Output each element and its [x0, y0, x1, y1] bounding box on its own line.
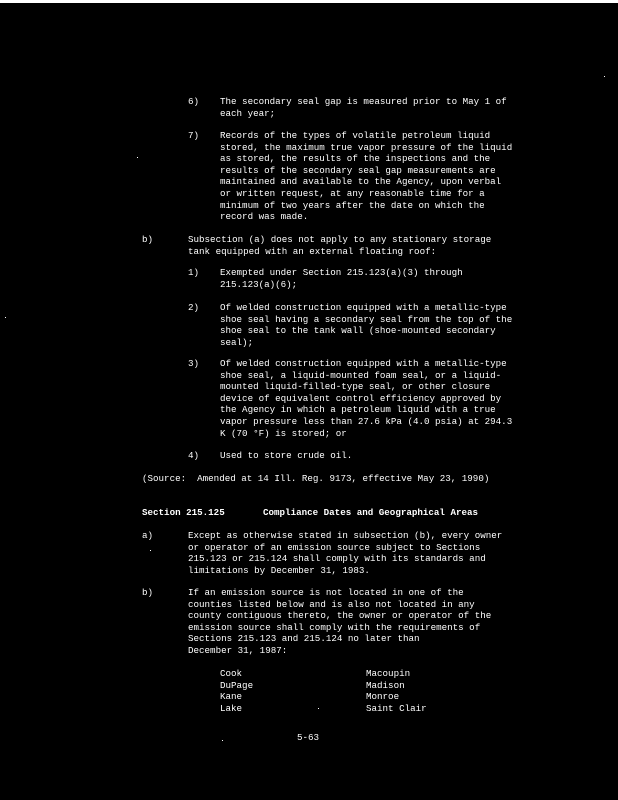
- item-text: Records of the types of volatile petroleum liquid stored, the maximum true vapor pressure of the liquid as stored, the results of the inspections and the results of the secondary seal gap measurements are maintained and available to the Agency, upon verbal or written request, at any reasonable time for a minimum of two years after the date on which the record was made.: [220, 130, 513, 223]
- county-name: Saint Clair: [366, 702, 427, 714]
- scan-speck: [150, 550, 151, 551]
- scan-speck: [5, 317, 6, 318]
- county-name: Kane: [220, 691, 243, 703]
- scan-speck: [222, 740, 223, 741]
- source-note: (Source: Amended at 14 Ill. Reg. 9173, effective May 23, 1990): [142, 473, 490, 484]
- county-name: Madison: [366, 679, 405, 691]
- item-text: The secondary seal gap is measured prior to May 1 of each year;: [220, 96, 507, 119]
- section-number: Section 215.125: [142, 507, 225, 518]
- subsection-text: If an emission source is not located in one of the counties listed below and is also not located in any county contiguous thereto, the owner or operator of the emission source shall comply with the requirements of Sections 215.123 and 215.124 no later than December 31, 1987:: [188, 587, 492, 656]
- subsection-letter: a): [142, 530, 154, 541]
- scan-speck: [604, 76, 605, 77]
- item-text: Exempted under Section 215.123(a)(3) through 215.123(a)(6);: [220, 267, 463, 290]
- subsection-letter: b): [142, 587, 154, 598]
- county-name: DuPage: [220, 679, 254, 691]
- item-text: Of welded construction equipped with a metallic-type shoe seal having a secondary seal from the top of the shoe seal to the tank wall (shoe-mounted secondary seal);: [220, 302, 513, 348]
- item-number: 6): [188, 96, 200, 107]
- county-list-right: [366, 668, 427, 714]
- county-name: Cook: [220, 668, 243, 679]
- county-name: Lake: [220, 702, 243, 714]
- page-top-edge: [0, 0, 618, 3]
- county-name: Monroe: [366, 691, 400, 703]
- item-number: 4): [188, 450, 200, 461]
- item-text: Used to store crude oil.: [220, 450, 353, 461]
- scan-speck: [318, 708, 319, 709]
- county-list-left: [220, 668, 253, 714]
- scan-speck: [137, 157, 138, 158]
- item-number: 2): [188, 302, 200, 313]
- item-number: 3): [188, 358, 200, 369]
- subsection-text: Subsection (a) does not apply to any stationary storage tank equipped with an external floating roof:: [188, 234, 492, 257]
- section-title: Compliance Dates and Geographical Areas: [263, 507, 479, 518]
- page-number: 5-63: [297, 732, 320, 743]
- county-name: Macoupin: [366, 668, 411, 679]
- item-number: 1): [188, 267, 200, 278]
- subsection-letter: b): [142, 234, 154, 245]
- item-number: 7): [188, 130, 200, 141]
- item-text: Of welded construction equipped with a metallic-type shoe seal, a liquid-mounted foam seal, or a liquid- mounted liquid-filled-type seal, or other closure device of equivalent control efficiency approved by the Agency in which a petroleum liquid with a true vapor pressure less than 27.6 kPa (4.0 psia) at 294.3 K (70 °F) is stored; or: [220, 358, 513, 439]
- subsection-text: Except as otherwise stated in subsection (b), every owner or operator of an emission source subject to Sections 215.123 or 215.124 shall comply with its standards and limitations by December 31, 1983.: [188, 530, 503, 576]
